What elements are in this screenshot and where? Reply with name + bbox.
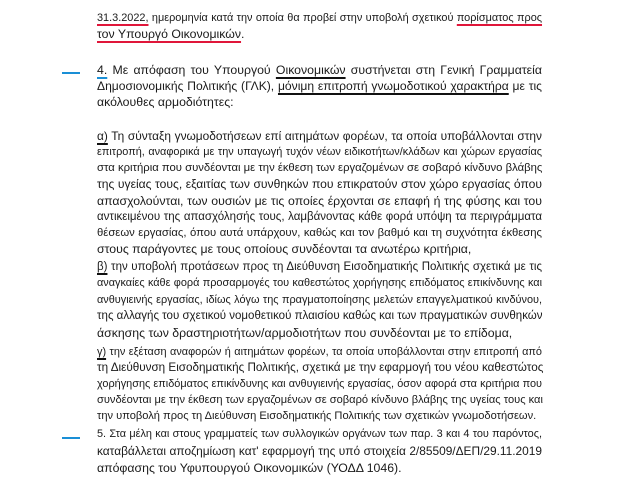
item-b-text: την υποβολή προτάσεων προς τη Διεύθυνση Εισοδηματικής Πολιτικής σχετικά με τις [107, 261, 542, 273]
item-b-line: ανθυγιεινής εργασίας, ιδίως λόγω της πραγματοποίησης μελετών επαγγελματικού κινδύνου, [97, 294, 542, 306]
intro-period: . [241, 27, 245, 41]
item-a-text: Τη σύνταξη γνωμοδοτήσεων επί αιτημάτων φορέων, τα οποία υποβάλλονται στην [107, 129, 542, 143]
item-c-text: την εξέταση αναφορών ή αιτημάτων φορέων, τα οποία υποβάλλονται στην επιτροπή από [106, 346, 542, 358]
item-a-line: απασχολούνται, των ουσιών με τις οποίες έρχονται σε επαφή ή της φύσης και του [97, 194, 542, 208]
item-b-line: άσκησης των δραστηριοτήτων/αρμοδιοτήτων που συνδέονται με το επίδομα, [97, 326, 513, 340]
item-a-line: θέσεων εργασίας, όπου αυτά υπάρχουν, καθώς και τον βαθμό και τη συχνότητα έκθεσης [97, 227, 542, 239]
intro-line-2 [97, 26, 542, 42]
section4-line-3 [97, 94, 542, 110]
item-c-line: την υποβολή προς τη Διεύθυνση Εισοδηματικής Πολιτικής των σχετικών γνωμοδοτήσεων. [97, 410, 537, 422]
margin-marker-section5 [62, 437, 80, 439]
item-b-line: αναγκαίες κάθε φορά προσαρμογές του καθεστώτος χορήγησης επιδόματος επικίνδυνης και [97, 277, 542, 289]
committee-phrase: μόνιμη επιτροπή γνωμοδοτικού χαρακτήρα [277, 79, 509, 93]
item-a-line: επιτροπή, αναφορικά με την υπαγωγή τυχόν νέων ειδικοτήτων/κλάδων και χώρων εργασίας [97, 146, 542, 158]
section4-line-2 [97, 78, 542, 94]
item-c-line: συνδέονται με την έκθεση των εργαζομένων σε σοβαρό κίνδυνο βλάβης της υγείας τους και [97, 394, 543, 406]
section5-line: απόφασης του Υφυπουργού Οικονομικών (ΥΟΔΔ 1046). [97, 461, 402, 475]
section5-line: καταβάλλεται αποζημίωση κατ' εφαρμογή της υπό στοιχεία 2/85509/ΔΕΠ/29.11.2019 [97, 444, 542, 458]
section5-line: 5. Στα μέλη και στους γραμματείς των συλλογικών οργάνων των παρ. 3 και 4 του παρόντος, [97, 428, 542, 440]
item-b-line: της αλλαγής του σχετικού νομοθετικού πλαισίου καθώς και των πραγματικών συνθηκών [97, 310, 543, 322]
item-a-line: στους παράγοντες με τους οποίους συνδέονται τα ανωτέρω κριτήρια, [97, 242, 472, 256]
section4-text: Δημοσιονομικής Πολιτικής (ΓΛΚ), [97, 79, 278, 93]
intro-text: ημερομηνία κατά την οποία θα προβεί στην υποβολή σχετικού [148, 12, 457, 24]
section4-text: Με απόφαση του Υπουργού [107, 63, 276, 77]
findings-phrase: πορίσματος προς [456, 12, 543, 24]
section4-text: συστήνεται στη Γενική Γραμματεία [345, 63, 542, 77]
item-a-line: αντικειμένου της απασχόλησής τους, λαμβάνοντας κάθε φορά υπόψη τα περιγράμματα [97, 211, 542, 223]
item-b-line [97, 259, 542, 275]
minister-phrase: τον Υπουργό Οικονομικών [97, 27, 242, 41]
item-c-line: τη Διεύθυνση Εισοδηματικής Πολιτικής, σχετικά με την εφαρμογή του νέου καθεστώτος [97, 361, 544, 374]
intro-line-1 [97, 10, 542, 26]
ministry-phrase: Οικονομικών [275, 63, 346, 77]
item-a-line [97, 128, 542, 144]
item-b-label: β) [97, 261, 108, 273]
item-c-line [97, 344, 542, 360]
item-a-label: α) [97, 129, 108, 143]
deadline-date: 31.3.2022, [97, 12, 149, 24]
section4-text: ακόλουθες αρμοδιότητες: [97, 95, 234, 109]
item-a-line: στα κριτήρια που συνδέονται με την έκθεση των εργαζομένων σε σοβαρό κίνδυνο βλάβης [97, 162, 543, 174]
item-a-line: της υγείας τους, εξαιτίας των συνθηκών που επικρατούν στον χώρο εργασίας όπου [97, 177, 542, 191]
section4-line-1 [97, 62, 542, 78]
section4-text: με τις [508, 79, 543, 93]
margin-marker-section4 [62, 72, 80, 74]
item-c-label: γ) [97, 346, 107, 358]
section4-number: 4. [97, 63, 108, 77]
item-c-line: χορήγησης επιδόματος επικίνδυνης και ανθυγιεινής εργασίας, όσον αφορά στα κριτήρια που [97, 378, 542, 390]
